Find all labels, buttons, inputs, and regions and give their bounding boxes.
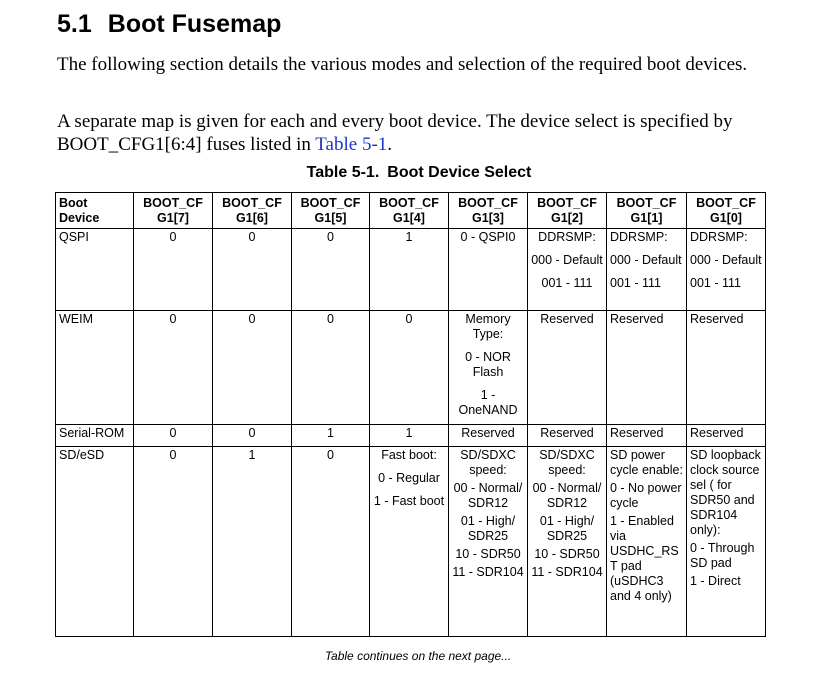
device-select-paragraph (57, 110, 777, 156)
cell-multiline: SD/SDXC speed: 00 - Normal/ SDR12 01 - High/ SDR25 10 - SDR50 11 - SDR104 (528, 447, 607, 637)
cell-value: Reserved (607, 311, 687, 425)
table-caption-number: Table 5-1. (306, 164, 380, 181)
cell-value: Reserved (528, 425, 607, 447)
table-continues-note: Table continues on the next page... (324, 649, 512, 663)
cell-value: 1 (370, 425, 449, 447)
header-boot-cfg1-6: BOOT_CF G1[6] (213, 193, 292, 229)
cell-value: Reserved (607, 425, 687, 447)
cell-value: 0 (134, 425, 213, 447)
header-boot-cfg1-3: BOOT_CF G1[3] (449, 193, 528, 229)
table-5-1-link[interactable]: Table 5-1 (315, 134, 388, 155)
boot-device-select-table (55, 192, 766, 637)
paragraph-end: . (387, 134, 393, 155)
cell-value: Reserved (687, 311, 766, 425)
cell-multiline: SD/SDXC speed: 00 - Normal/ SDR12 01 - High/ SDR25 10 - SDR50 11 - SDR104 (449, 447, 528, 637)
header-boot-cfg1-0: BOOT_CF G1[0] (687, 193, 766, 229)
cell-device: Serial-ROM (56, 425, 134, 447)
cell-value: 0 (292, 229, 370, 311)
section-number: 5.1 (57, 10, 92, 38)
cell-value: 0 (213, 311, 292, 425)
header-boot-cfg1-4: BOOT_CF G1[4] (370, 193, 449, 229)
cell-device: QSPI (56, 229, 134, 311)
table-header-row (56, 193, 766, 229)
cell-value: 0 (134, 311, 213, 425)
table-caption (0, 164, 832, 182)
cell-value: 0 (134, 229, 213, 311)
header-boot-cfg1-5: BOOT_CF G1[5] (292, 193, 370, 229)
cell-value: 0 (213, 229, 292, 311)
cell-value: 0 - QSPI0 (449, 229, 528, 311)
section-heading (57, 10, 281, 39)
cell-multiline: SD power cycle enable: 0 - No power cycle 1 - Enabled via USDHC_RS T pad (uSDHC3 and 4 only) (607, 447, 687, 637)
cell-value: 0 (134, 447, 213, 637)
cell-device: WEIM (56, 311, 134, 425)
cell-value: 0 (292, 311, 370, 425)
cell-value: Reserved (528, 311, 607, 425)
cell-value: 1 (292, 425, 370, 447)
header-boot-cfg1-2: BOOT_CF G1[2] (528, 193, 607, 229)
cell-value: 0 (213, 425, 292, 447)
cell-multiline: DDRSMP: 000 - Default 001 - 111 (607, 229, 687, 311)
section-title: Boot Fusemap (107, 10, 282, 38)
cell-multiline: Fast boot: 0 - Regular 1 - Fast boot (370, 447, 449, 637)
table-row-qspi (56, 229, 766, 311)
header-boot-cfg1-7: BOOT_CF G1[7] (134, 193, 213, 229)
cell-multiline: Memory Type: 0 - NOR Flash 1 - OneNAND (449, 311, 528, 425)
cell-multiline: SD loopback clock source sel ( for SDR50 and SDR104 only): 0 - Through SD pad 1 - Direct (687, 447, 766, 637)
paragraph-text: A separate map is given for each and every boot device. The device select is specified by BOOT_CFG1[6:4] fuses listed in (57, 111, 733, 155)
cell-value: 0 (370, 311, 449, 425)
cell-multiline: DDRSMP: 000 - Default 001 - 111 (687, 229, 766, 311)
table-row-weim (56, 311, 766, 425)
table-caption-title: Boot Device Select (387, 164, 532, 181)
cell-multiline: DDRSMP: 000 - Default 001 - 111 (528, 229, 607, 311)
header-boot-device: Boot Device (56, 193, 134, 229)
cell-value: 1 (213, 447, 292, 637)
cell-value: Reserved (449, 425, 528, 447)
cell-value: 1 (370, 229, 449, 311)
intro-paragraph: The following section details the various modes and selection of the required boot devices. (57, 54, 748, 75)
cell-value: 0 (292, 447, 370, 637)
cell-device: SD/eSD (56, 447, 134, 637)
table-row-serial-rom (56, 425, 766, 447)
cell-value: Reserved (687, 425, 766, 447)
table-row-sd-esd (56, 447, 766, 637)
header-boot-cfg1-1: BOOT_CF G1[1] (607, 193, 687, 229)
